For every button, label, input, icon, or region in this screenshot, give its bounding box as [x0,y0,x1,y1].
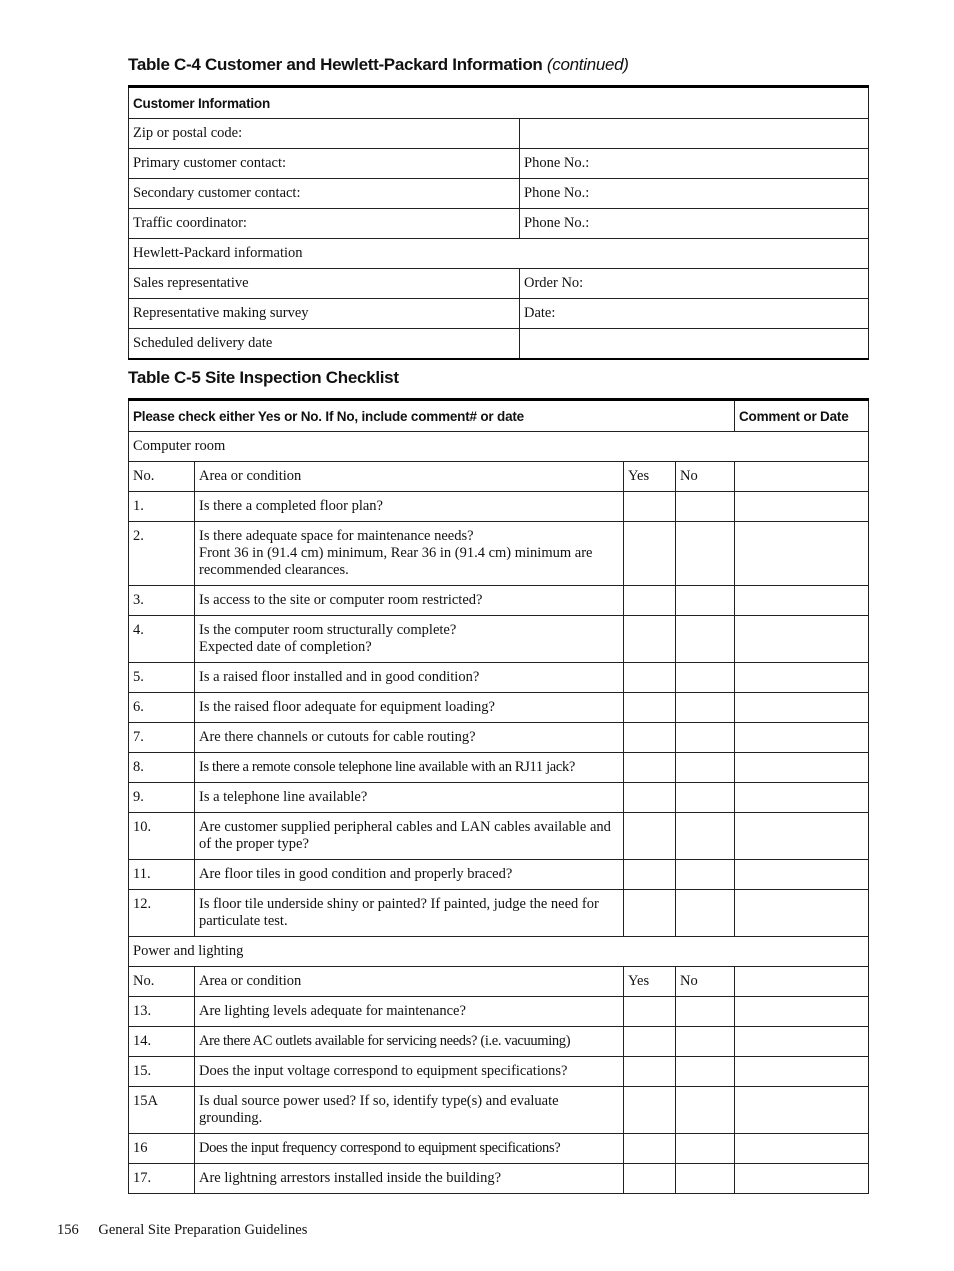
item-number: 15. [129,1057,195,1087]
table-cell: Primary customer contact: [129,149,520,179]
column-area-label: Area or condition [195,967,624,997]
item-text: Is floor tile underside shiny or painted? If painted, judge the need for particulate test. [195,890,624,937]
site-inspection-checklist [128,398,869,1194]
yes-cell[interactable] [624,616,676,663]
table-cell: Sales representative [129,269,520,299]
item-number: 15A [129,1087,195,1134]
item-text-detail: Expected date of completion? [199,639,372,655]
no-cell[interactable] [676,1057,735,1087]
yes-cell[interactable] [624,586,676,616]
yes-cell[interactable] [624,522,676,586]
comment-cell [735,462,869,492]
yes-cell[interactable] [624,723,676,753]
table-row [129,860,869,890]
yes-cell[interactable] [624,1027,676,1057]
column-yes-label: Yes [624,967,676,997]
table-cell: Representative making survey [129,299,520,329]
yes-cell[interactable] [624,860,676,890]
no-cell[interactable] [676,522,735,586]
table-c4-title: Table C-4 Customer and Hewlett-Packard Information [128,55,543,74]
comment-cell[interactable] [735,1027,869,1057]
table-row [129,586,869,616]
comment-cell[interactable] [735,616,869,663]
item-text: Is there a remote console telephone line available with an RJ11 jack? [195,753,624,783]
comment-cell[interactable] [735,1134,869,1164]
table-row [129,890,869,937]
no-cell[interactable] [676,890,735,937]
item-text: Is access to the site or computer room restricted? [195,586,624,616]
item-text: Does the input voltage correspond to equipment specifications? [195,1057,624,1087]
column-no-answer-label: No [676,462,735,492]
table-cell: Phone No.: [520,209,869,239]
customer-information-header: Customer Information [129,87,869,119]
table-c4-continued: (continued) [546,55,629,74]
item-text: Is a telephone line available? [195,783,624,813]
comment-cell[interactable] [735,1057,869,1087]
item-number: 16 [129,1134,195,1164]
no-cell[interactable] [676,813,735,860]
yes-cell[interactable] [624,783,676,813]
item-text: Is a raised floor installed and in good condition? [195,663,624,693]
table-c4-caption [128,55,629,75]
yes-cell[interactable] [624,492,676,522]
table-row [129,1164,869,1194]
column-yes-label: Yes [624,462,676,492]
comment-cell[interactable] [735,663,869,693]
item-text: Are customer supplied peripheral cables and LAN cables available and of the proper type? [195,813,624,860]
customer-information-table [128,85,869,360]
table-c5-caption: Table C-5 Site Inspection Checklist [128,368,399,387]
table-row [129,492,869,522]
item-text: Are there channels or cutouts for cable routing? [195,723,624,753]
item-number: 4. [129,616,195,663]
table-cell: Order No: [520,269,869,299]
table-row [129,1027,869,1057]
item-number: 17. [129,1164,195,1194]
column-area-label: Area or condition [195,462,624,492]
yes-cell[interactable] [624,1087,676,1134]
yes-cell[interactable] [624,1164,676,1194]
comment-or-date-header: Comment or Date [735,400,869,432]
item-number: 14. [129,1027,195,1057]
item-text: Are floor tiles in good condition and properly braced? [195,860,624,890]
page-footer [57,1222,307,1239]
no-cell[interactable] [676,663,735,693]
yes-cell[interactable] [624,813,676,860]
item-text: Are lightning arrestors installed inside the building? [195,1164,624,1194]
no-cell[interactable] [676,1087,735,1134]
footer-section-title: General Site Preparation Guidelines [98,1222,308,1238]
item-number: 10. [129,813,195,860]
section-computer-room: Computer room [129,432,869,462]
section-power-and-lighting: Power and lighting [129,937,869,967]
table-cell [520,119,869,149]
item-number: 13. [129,997,195,1027]
table-cell: Scheduled delivery date [129,329,520,359]
no-cell[interactable] [676,1027,735,1057]
item-text: Is dual source power used? If so, identify type(s) and evaluate grounding. [195,1087,624,1134]
table-row [129,1087,869,1134]
no-cell[interactable] [676,753,735,783]
yes-cell[interactable] [624,1134,676,1164]
comment-cell[interactable] [735,890,869,937]
comment-cell[interactable] [735,1087,869,1134]
no-cell[interactable] [676,616,735,663]
item-text-detail: Front 36 in (91.4 cm) minimum, Rear 36 in (91.4 cm) minimum are recommended clearances. [199,545,593,578]
no-cell[interactable] [676,723,735,753]
yes-cell[interactable] [624,997,676,1027]
table-row [129,1057,869,1087]
item-number: 7. [129,723,195,753]
comment-cell[interactable] [735,586,869,616]
comment-cell[interactable] [735,492,869,522]
item-number: 3. [129,586,195,616]
no-cell[interactable] [676,586,735,616]
item-text-cell [195,616,624,663]
item-text: Are there AC outlets available for servicing needs? (i.e. vacuuming) [195,1027,624,1057]
item-number: 5. [129,663,195,693]
no-cell[interactable] [676,492,735,522]
no-cell[interactable] [676,860,735,890]
no-cell[interactable] [676,997,735,1027]
table-row [129,813,869,860]
item-number: 9. [129,783,195,813]
comment-cell[interactable] [735,997,869,1027]
item-text: Is there adequate space for maintenance needs? [199,528,474,544]
comment-cell[interactable] [735,813,869,860]
comment-cell[interactable] [735,723,869,753]
comment-cell[interactable] [735,693,869,723]
table-cell: Secondary customer contact: [129,179,520,209]
column-no-label: No. [129,967,195,997]
item-text: Are lighting levels adequate for maintenance? [195,997,624,1027]
yes-cell[interactable] [624,1057,676,1087]
table-row [129,783,869,813]
comment-cell[interactable] [735,1164,869,1194]
item-text: Is the computer room structurally complete? [199,622,457,638]
table-cell: Phone No.: [520,149,869,179]
yes-cell[interactable] [624,890,676,937]
item-number: 2. [129,522,195,586]
no-cell[interactable] [676,1164,735,1194]
checklist-instructions-header: Please check either Yes or No. If No, include comment# or date [129,400,735,432]
item-number: 12. [129,890,195,937]
column-no-label: No. [129,462,195,492]
hp-information-row: Hewlett-Packard information [129,239,869,269]
item-text-cell [195,522,624,586]
comment-cell[interactable] [735,522,869,586]
item-text: Is there a completed floor plan? [195,492,624,522]
table-row [129,616,869,663]
no-cell[interactable] [676,783,735,813]
table-cell [520,329,869,359]
item-text: Is the raised floor adequate for equipment loading? [195,693,624,723]
yes-cell[interactable] [624,753,676,783]
table-cell: Date: [520,299,869,329]
table-row [129,723,869,753]
item-number: 11. [129,860,195,890]
item-text: Does the input frequency correspond to equipment specifications? [195,1134,624,1164]
table-row [129,753,869,783]
table-cell: Traffic coordinator: [129,209,520,239]
comment-cell[interactable] [735,753,869,783]
yes-cell[interactable] [624,663,676,693]
table-row [129,693,869,723]
column-no-answer-label: No [676,967,735,997]
comment-cell[interactable] [735,860,869,890]
yes-cell[interactable] [624,693,676,723]
comment-cell [735,967,869,997]
no-cell[interactable] [676,1134,735,1164]
item-number: 8. [129,753,195,783]
table-cell: Zip or postal code: [129,119,520,149]
no-cell[interactable] [676,693,735,723]
table-row [129,997,869,1027]
table-row [129,522,869,586]
comment-cell[interactable] [735,783,869,813]
page-number: 156 [57,1222,79,1238]
item-number: 1. [129,492,195,522]
table-cell: Phone No.: [520,179,869,209]
table-row [129,1134,869,1164]
table-row [129,663,869,693]
item-number: 6. [129,693,195,723]
